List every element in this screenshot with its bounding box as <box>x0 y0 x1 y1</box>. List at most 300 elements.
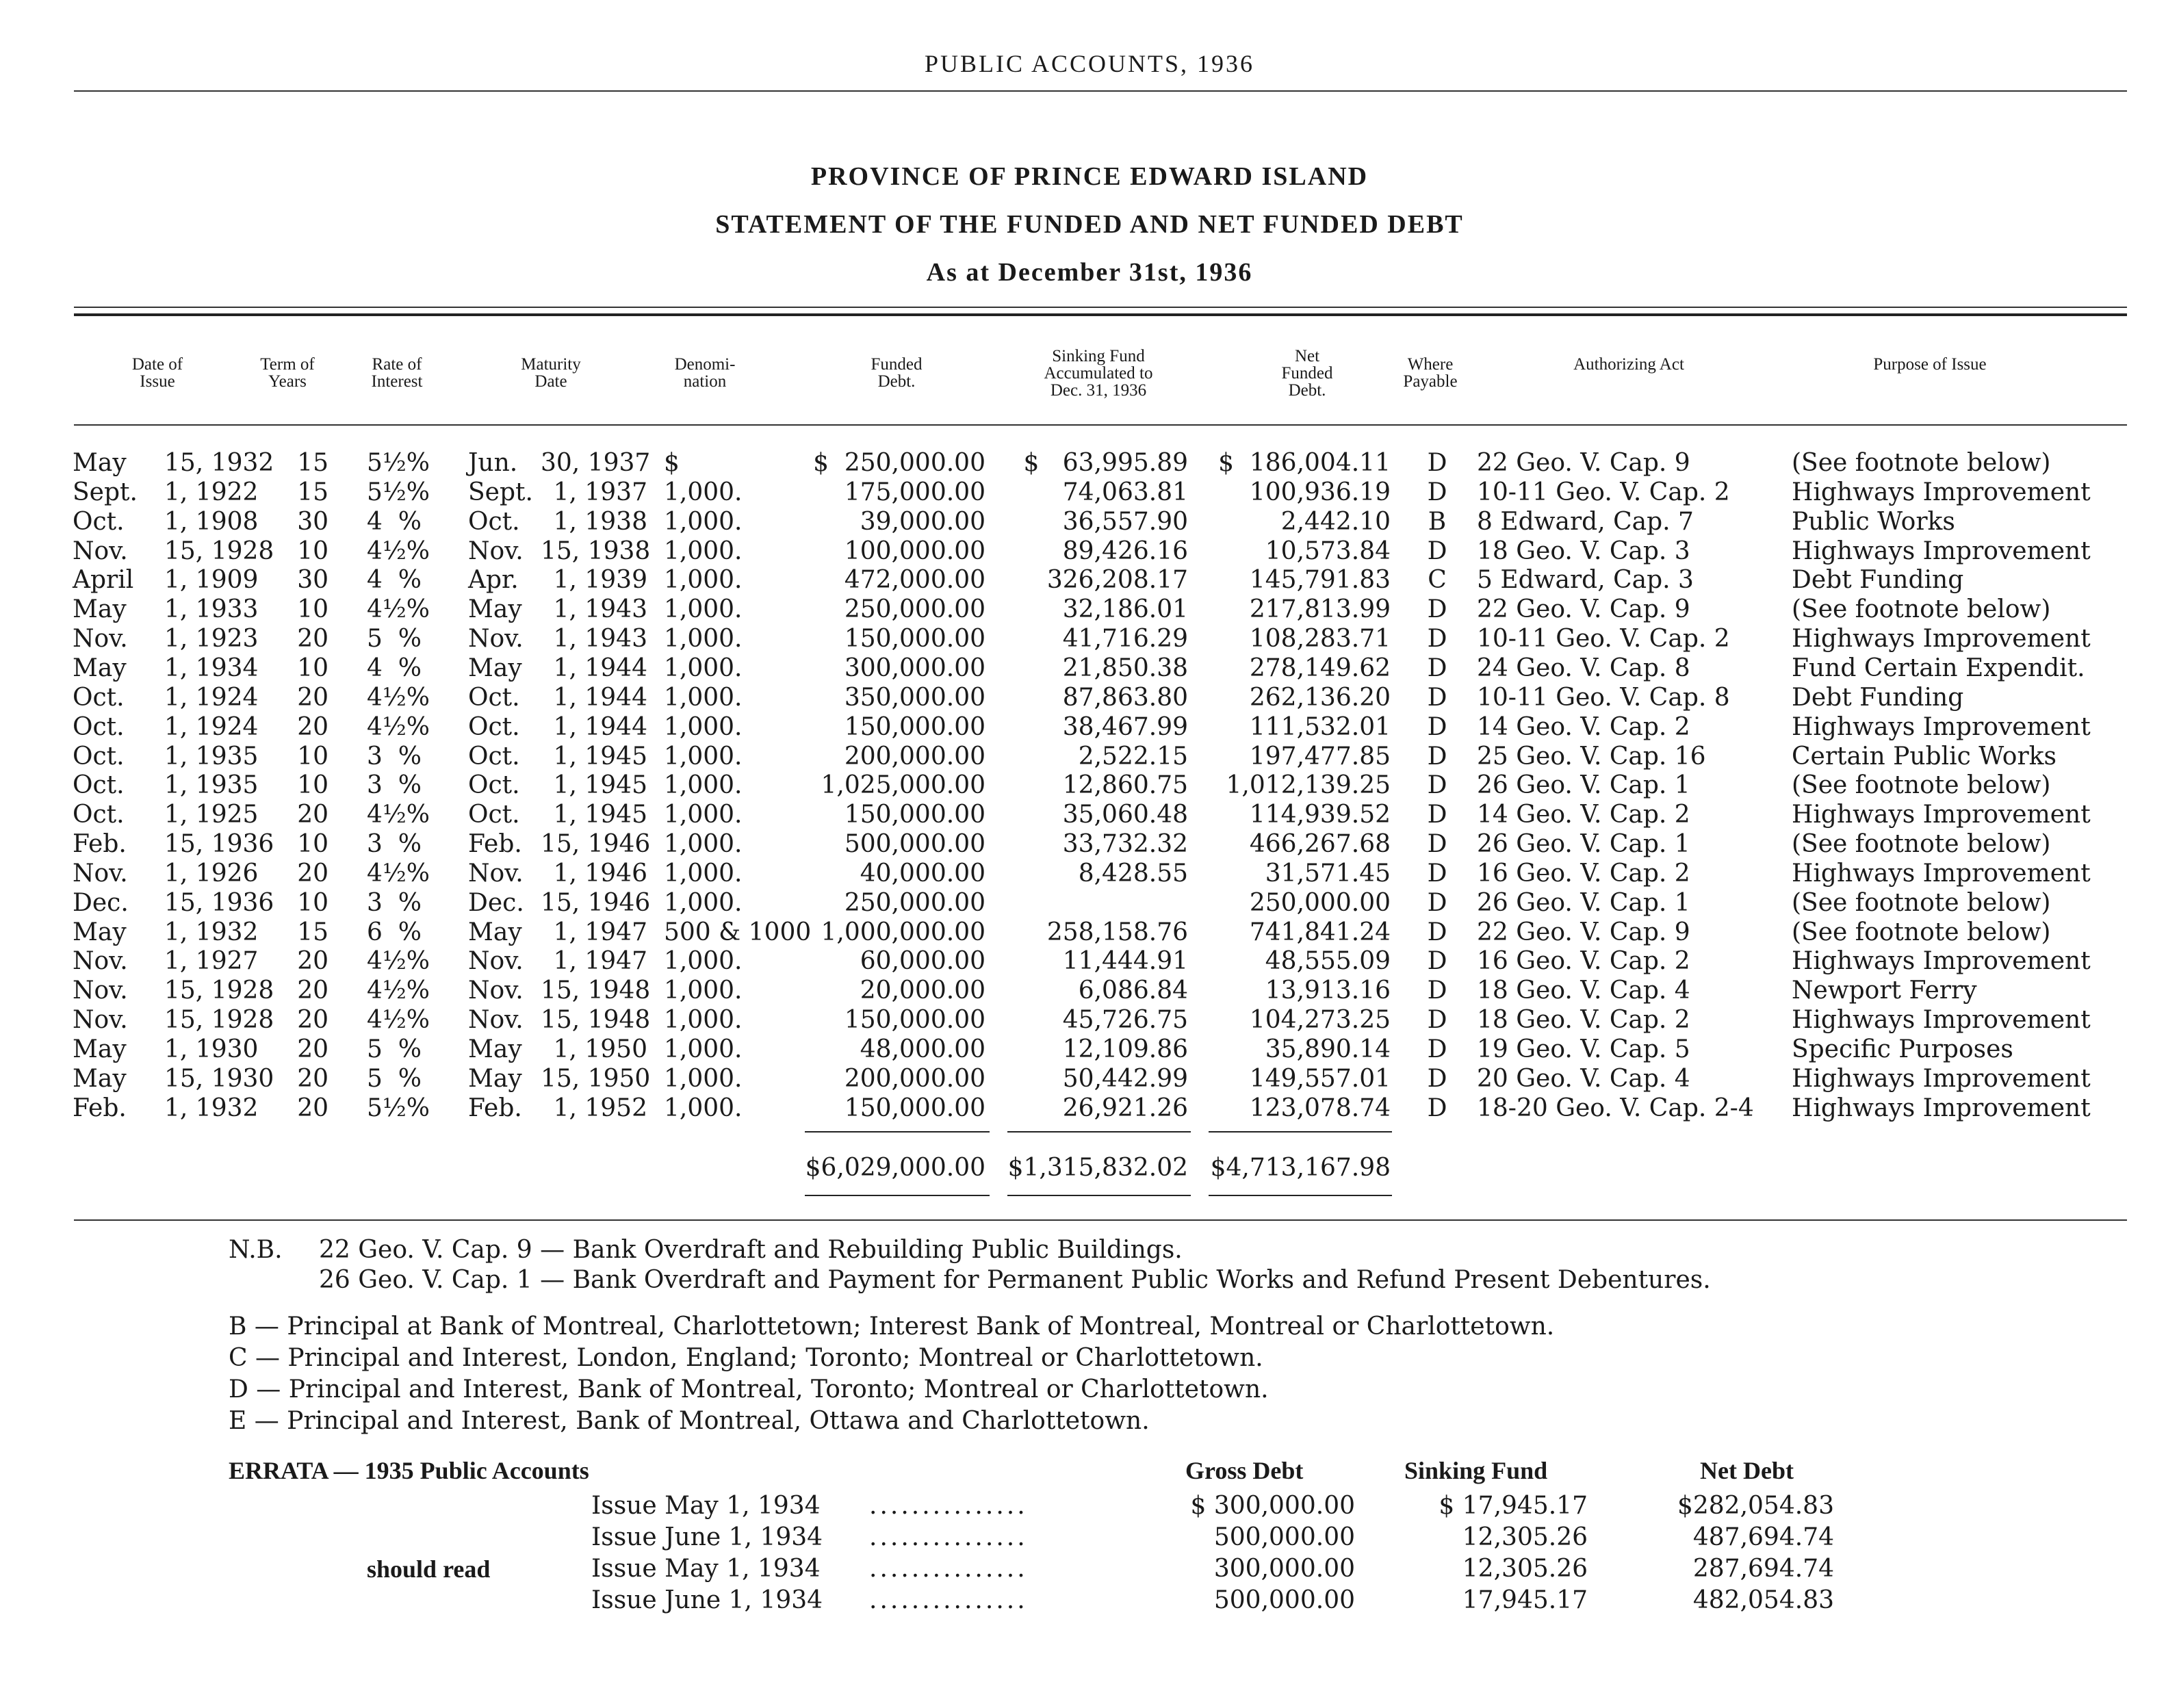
column-header-line: Date <box>534 372 567 391</box>
cell-d: 1, 1922 <box>164 478 259 506</box>
cell-d: 1, 1909 <box>164 566 259 594</box>
cell-purpose: (See footnote below) <box>1792 595 2051 623</box>
cell-nd: 278,149.62 <box>1249 654 1391 682</box>
payable-note-d: D — Principal and Interest, Bank of Montreal, Toronto; Montreal or Charlottetown. <box>229 1375 1269 1403</box>
cell-den: 1,000. <box>664 947 743 975</box>
cell-mm: Feb. <box>468 830 522 858</box>
cell-mm: May <box>468 595 522 623</box>
cell-d: 15, 1936 <box>164 889 274 917</box>
cell-wp: D <box>1427 889 1447 917</box>
cell-d: 1, 1908 <box>164 508 259 536</box>
cell-md: 1, 1947 <box>553 947 647 975</box>
errata-net: 482,054.83 <box>1692 1586 1834 1614</box>
cell-md: 1, 1944 <box>553 713 647 741</box>
cell-purpose: Public Works <box>1792 508 1955 536</box>
cell-sf: 45,726.75 <box>1062 1006 1188 1034</box>
cell-term: 20 <box>297 1065 328 1093</box>
cell-wp: D <box>1427 478 1447 506</box>
cell-m: Nov. <box>73 1006 128 1034</box>
column-header-line: Net <box>1294 347 1320 365</box>
cell-den: 1,000. <box>664 478 743 506</box>
cell-mm: Oct. <box>468 801 520 829</box>
cell-m: Oct. <box>73 508 125 536</box>
cell-rate: 6 % <box>367 918 422 946</box>
cell-md: 15, 1948 <box>541 976 651 1005</box>
column-header-maturity <box>479 356 623 390</box>
cell-wp: D <box>1427 537 1447 565</box>
cell-rate: 5½% <box>367 1094 430 1122</box>
cell-mm: Nov. <box>468 537 524 565</box>
errata-label: Issue May 1, 1934 <box>591 1555 821 1583</box>
cell-md: 15, 1946 <box>541 830 651 858</box>
cell-fd: 350,000.00 <box>844 684 985 712</box>
cell-den: 1,000. <box>664 771 743 799</box>
cell-purpose: Debt Funding <box>1792 684 1964 712</box>
cell-fd: 48,000.00 <box>860 1035 985 1063</box>
cell-act: 10-11 Geo. V. Cap. 2 <box>1477 478 1730 506</box>
cell-md: 15, 1938 <box>541 537 651 565</box>
cell-fd: 20,000.00 <box>860 976 985 1005</box>
total-underline-net <box>1209 1195 1392 1196</box>
table-top-rule-heavy <box>74 313 2127 316</box>
cell-nd: 123,078.74 <box>1249 1094 1391 1122</box>
cell-nd: 114,939.52 <box>1249 801 1391 829</box>
cell-nd: 48,555.09 <box>1265 947 1391 975</box>
column-header-line: Authorizing Act <box>1573 355 1684 374</box>
cell-fd: 1,000,000.00 <box>821 918 985 946</box>
cell-fd: 150,000.00 <box>844 801 985 829</box>
cell-fd: 175,000.00 <box>844 478 985 506</box>
errata-leader: ............... <box>869 1492 1028 1520</box>
cell-md: 1, 1945 <box>553 742 647 771</box>
cell-den: $ <box>664 449 680 477</box>
cell-purpose: (See footnote below) <box>1792 918 2051 946</box>
cell-m: May <box>73 654 127 682</box>
cell-den: 1,000. <box>664 1006 743 1034</box>
cell-m: April <box>73 566 134 594</box>
column-header-line: Purpose of Issue <box>1873 355 1987 374</box>
cell-nd: 100,936.19 <box>1249 478 1391 506</box>
cell-term: 20 <box>297 1035 328 1063</box>
cell-sf: 36,557.90 <box>1062 508 1188 536</box>
cell-purpose: Highways Improvement <box>1792 1094 2091 1122</box>
column-header-line: Payable <box>1403 372 1458 391</box>
cell-wp: D <box>1427 830 1447 858</box>
cell-fd: 150,000.00 <box>844 1094 985 1122</box>
cell-m: Oct. <box>73 684 125 712</box>
errata-sinking: $ 17,945.17 <box>1439 1492 1588 1520</box>
cell-purpose: Highways Improvement <box>1792 947 2091 975</box>
cell-term: 30 <box>297 566 328 594</box>
page-header: PUBLIC ACCOUNTS, 1936 <box>924 50 1255 77</box>
cell-m: Nov. <box>73 859 128 888</box>
cell-mm: Nov. <box>468 625 524 653</box>
cell-md: 1, 1945 <box>553 801 647 829</box>
cell-fd: 300,000.00 <box>844 654 985 682</box>
total-net: $4,713,167.98 <box>1210 1154 1391 1182</box>
cell-rate: 3 % <box>367 830 422 858</box>
cell-purpose: Highways Improvement <box>1792 859 2091 888</box>
column-header-line: Years <box>268 372 307 391</box>
errata-head-net: Net Debt <box>1700 1457 1794 1484</box>
cell-m: Nov. <box>73 976 128 1005</box>
cell-md: 1, 1945 <box>553 771 647 799</box>
cell-m: Nov. <box>73 625 128 653</box>
cell-act: 18 Geo. V. Cap. 2 <box>1477 1006 1690 1034</box>
cell-den: 1,000. <box>664 508 743 536</box>
cell-den: 1,000. <box>664 859 743 888</box>
cell-term: 30 <box>297 508 328 536</box>
cell-nd: 35,890.14 <box>1265 1035 1391 1063</box>
errata-sinking: 12,305.26 <box>1462 1523 1588 1551</box>
nb-label: N.B. <box>229 1236 283 1264</box>
column-header-line: Date of <box>131 355 183 374</box>
cell-purpose: (See footnote below) <box>1792 830 2051 858</box>
cell-den: 1,000. <box>664 1094 743 1122</box>
cell-md: 1, 1943 <box>553 625 647 653</box>
total-underline-sinking <box>1007 1195 1191 1196</box>
column-header-line: Accumulated to <box>1044 364 1153 383</box>
cell-den: 1,000. <box>664 742 743 771</box>
total-funded: $6,029,000.00 <box>805 1154 985 1182</box>
cell-sf: 26,921.26 <box>1062 1094 1188 1122</box>
cell-term: 10 <box>297 830 328 858</box>
cell-rate: 4½% <box>367 537 430 565</box>
cell-den: 1,000. <box>664 625 743 653</box>
cell-md: 1, 1944 <box>553 654 647 682</box>
cell-m: Oct. <box>73 771 125 799</box>
cell-fd: 60,000.00 <box>860 947 985 975</box>
cell-nd: 111,532.01 <box>1249 713 1391 741</box>
column-header-rule <box>74 424 2127 426</box>
column-header-line: Issue <box>140 372 175 391</box>
cell-term: 10 <box>297 889 328 917</box>
cell-act: 10-11 Geo. V. Cap. 2 <box>1477 625 1730 653</box>
cell-md: 1, 1943 <box>553 595 647 623</box>
cell-sf: 258,158.76 <box>1046 918 1188 946</box>
column-header-line: Sinking Fund <box>1052 347 1145 365</box>
total-overline-net <box>1209 1131 1392 1133</box>
cell-rate: 3 % <box>367 771 422 799</box>
column-header-denomination <box>643 356 766 390</box>
cell-d: 1, 1925 <box>164 801 259 829</box>
errata-sinking: 12,305.26 <box>1462 1555 1588 1583</box>
cell-d: 1, 1934 <box>164 654 259 682</box>
total-sinking: $1,315,832.02 <box>1007 1154 1188 1182</box>
cell-nd: 250,000.00 <box>1249 889 1391 917</box>
cell-nd: 466,267.68 <box>1249 830 1391 858</box>
cell-term: 20 <box>297 947 328 975</box>
cell-nd: 31,571.45 <box>1265 859 1391 888</box>
cell-sf: 50,442.99 <box>1062 1065 1188 1093</box>
cell-rate: 4½% <box>367 976 430 1005</box>
cell-sf: $ 63,995.89 <box>1023 449 1188 477</box>
errata-leader: ............... <box>869 1523 1028 1551</box>
column-header-line: nation <box>683 372 727 391</box>
cell-den: 1,000. <box>664 684 743 712</box>
cell-d: 15, 1930 <box>164 1065 274 1093</box>
cell-rate: 3 % <box>367 889 422 917</box>
cell-fd: 250,000.00 <box>844 595 985 623</box>
nb-note-2: 26 Geo. V. Cap. 1 — Bank Overdraft and Payment for Permanent Public Works and Refund Present Debentures. <box>319 1266 1711 1294</box>
cell-den: 1,000. <box>664 1035 743 1063</box>
cell-purpose: Fund Certain Expendit. <box>1792 654 2085 682</box>
cell-fd: $ 250,000.00 <box>813 449 985 477</box>
cell-purpose: Certain Public Works <box>1792 742 2056 771</box>
cell-term: 10 <box>297 742 328 771</box>
cell-mm: Oct. <box>468 684 520 712</box>
cell-wp: B <box>1428 508 1447 536</box>
cell-wp: D <box>1427 595 1447 623</box>
errata-gross: 500,000.00 <box>1213 1523 1355 1551</box>
cell-act: 8 Edward, Cap. 7 <box>1477 508 1694 536</box>
column-header-line: Funded <box>871 355 923 374</box>
cell-rate: 4½% <box>367 947 430 975</box>
cell-mm: Jun. <box>468 449 518 477</box>
cell-act: 16 Geo. V. Cap. 2 <box>1477 859 1690 888</box>
cell-purpose: (See footnote below) <box>1792 889 2051 917</box>
cell-sf: 326,208.17 <box>1046 566 1188 594</box>
errata-gross: 300,000.00 <box>1213 1555 1355 1583</box>
cell-md: 1, 1944 <box>553 684 647 712</box>
cell-sf: 2,522.15 <box>1078 742 1188 771</box>
cell-den: 1,000. <box>664 889 743 917</box>
cell-mm: Nov. <box>468 1006 524 1034</box>
table-top-rule <box>74 307 2127 308</box>
cell-mm: Nov. <box>468 976 524 1005</box>
cell-term: 10 <box>297 537 328 565</box>
cell-wp: D <box>1427 684 1447 712</box>
cell-rate: 5½% <box>367 478 430 506</box>
cell-rate: 4½% <box>367 595 430 623</box>
errata-gross: $ 300,000.00 <box>1190 1492 1355 1520</box>
cell-sf: 11,444.91 <box>1062 947 1188 975</box>
cell-d: 15, 1932 <box>164 449 274 477</box>
cell-sf: 21,850.38 <box>1062 654 1188 682</box>
cell-d: 1, 1923 <box>164 625 259 653</box>
cell-den: 1,000. <box>664 566 743 594</box>
column-header-term <box>226 356 349 390</box>
cell-term: 20 <box>297 976 328 1005</box>
cell-m: May <box>73 449 127 477</box>
cell-nd: 2,442.10 <box>1280 508 1391 536</box>
cell-term: 10 <box>297 654 328 682</box>
cell-purpose: Specific Purposes <box>1792 1035 2013 1063</box>
cell-nd: 149,557.01 <box>1249 1065 1391 1093</box>
cell-act: 26 Geo. V. Cap. 1 <box>1477 771 1690 799</box>
cell-act: 18 Geo. V. Cap. 4 <box>1477 976 1690 1005</box>
cell-wp: D <box>1427 859 1447 888</box>
cell-wp: D <box>1427 1006 1447 1034</box>
cell-m: Feb. <box>73 1094 127 1122</box>
cell-purpose: Highways Improvement <box>1792 1065 2091 1093</box>
cell-act: 18 Geo. V. Cap. 3 <box>1477 537 1690 565</box>
cell-d: 15, 1928 <box>164 537 274 565</box>
cell-d: 1, 1924 <box>164 684 259 712</box>
cell-act: 22 Geo. V. Cap. 9 <box>1477 595 1690 623</box>
cell-d: 1, 1935 <box>164 742 259 771</box>
cell-md: 15, 1948 <box>541 1006 651 1034</box>
cell-fd: 200,000.00 <box>844 1065 985 1093</box>
total-underline-funded <box>805 1195 990 1196</box>
cell-wp: D <box>1427 976 1447 1005</box>
cell-sf: 8,428.55 <box>1078 859 1188 888</box>
cell-purpose: Highways Improvement <box>1792 801 2091 829</box>
cell-mm: Apr. <box>468 566 519 594</box>
column-header-where <box>1376 356 1485 390</box>
total-overline-sinking <box>1007 1131 1191 1133</box>
cell-term: 15 <box>297 449 328 477</box>
column-header-line: Rate of <box>372 355 422 374</box>
cell-fd: 100,000.00 <box>844 537 985 565</box>
cell-mm: Nov. <box>468 947 524 975</box>
column-header-line: Debt. <box>877 372 916 391</box>
cell-den: 1,000. <box>664 1065 743 1093</box>
column-header-net <box>1239 348 1376 399</box>
cell-md: 1, 1950 <box>553 1035 647 1063</box>
cell-purpose: Newport Ferry <box>1792 976 1977 1005</box>
cell-term: 20 <box>297 713 328 741</box>
cell-wp: D <box>1427 742 1447 771</box>
cell-sf: 41,716.29 <box>1062 625 1188 653</box>
cell-rate: 4½% <box>367 859 430 888</box>
errata-label: Issue June 1, 1934 <box>591 1586 823 1614</box>
cell-den: 500 & 1000 <box>664 918 812 946</box>
cell-den: 1,000. <box>664 713 743 741</box>
cell-sf: 32,186.01 <box>1062 595 1188 623</box>
cell-nd: 13,913.16 <box>1265 976 1391 1005</box>
cell-rate: 4 % <box>367 508 422 536</box>
total-overline-funded <box>805 1131 990 1133</box>
payable-note-c: C — Principal and Interest, London, England; Toronto; Montreal or Charlottetown. <box>229 1344 1263 1372</box>
cell-md: 15, 1950 <box>541 1065 651 1093</box>
cell-nd: $ 186,004.11 <box>1218 449 1391 477</box>
cell-den: 1,000. <box>664 595 743 623</box>
cell-wp: D <box>1427 801 1447 829</box>
cell-mm: May <box>468 1065 522 1093</box>
cell-term: 20 <box>297 1094 328 1122</box>
title-line-2: STATEMENT OF THE FUNDED AND NET FUNDED DEBT <box>715 210 1464 239</box>
cell-mm: Sept. <box>468 478 533 506</box>
cell-den: 1,000. <box>664 654 743 682</box>
column-header-line: Dec. 31, 1936 <box>1050 381 1147 400</box>
cell-rate: 5 % <box>367 1035 422 1063</box>
errata-leader: ............... <box>869 1555 1028 1583</box>
column-header-funded <box>828 356 965 390</box>
cell-m: Oct. <box>73 742 125 771</box>
table-bottom-rule <box>74 1219 2127 1221</box>
cell-md: 1, 1947 <box>553 918 647 946</box>
cell-m: May <box>73 1065 127 1093</box>
cell-d: 1, 1930 <box>164 1035 259 1063</box>
cell-purpose: Highways Improvement <box>1792 537 2091 565</box>
cell-rate: 5½% <box>367 449 430 477</box>
cell-mm: May <box>468 1035 522 1063</box>
cell-d: 1, 1932 <box>164 918 259 946</box>
column-header-date-issue <box>96 356 219 390</box>
cell-purpose: (See footnote below) <box>1792 771 2051 799</box>
cell-mm: May <box>468 654 522 682</box>
cell-mm: May <box>468 918 522 946</box>
cell-den: 1,000. <box>664 801 743 829</box>
errata-title: ERRATA — 1935 Public Accounts <box>229 1457 589 1484</box>
cell-act: 22 Geo. V. Cap. 9 <box>1477 918 1690 946</box>
errata-net: 287,694.74 <box>1692 1555 1834 1583</box>
title-line-3: As at December 31st, 1936 <box>926 258 1253 287</box>
cell-act: 10-11 Geo. V. Cap. 8 <box>1477 684 1730 712</box>
column-header-line: Denomi- <box>674 355 736 374</box>
cell-m: May <box>73 1035 127 1063</box>
cell-term: 20 <box>297 684 328 712</box>
column-header-purpose <box>1793 356 2067 373</box>
cell-sf: 38,467.99 <box>1062 713 1188 741</box>
cell-nd: 741,841.24 <box>1249 918 1391 946</box>
cell-d: 1, 1933 <box>164 595 259 623</box>
cell-mm: Oct. <box>468 771 520 799</box>
cell-wp: D <box>1427 1094 1447 1122</box>
cell-d: 1, 1926 <box>164 859 259 888</box>
cell-fd: 200,000.00 <box>844 742 985 771</box>
cell-sf: 35,060.48 <box>1062 801 1188 829</box>
cell-term: 20 <box>297 625 328 653</box>
cell-purpose: (See footnote below) <box>1792 449 2051 477</box>
cell-rate: 4½% <box>367 801 430 829</box>
nb-note-1: 22 Geo. V. Cap. 9 — Bank Overdraft and Rebuilding Public Buildings. <box>319 1236 1183 1264</box>
errata-label: Issue May 1, 1934 <box>591 1492 821 1520</box>
cell-rate: 3 % <box>367 742 422 771</box>
cell-sf: 12,109.86 <box>1062 1035 1188 1063</box>
cell-wp: D <box>1427 449 1447 477</box>
cell-purpose: Highways Improvement <box>1792 713 2091 741</box>
cell-rate: 4½% <box>367 1006 430 1034</box>
cell-m: Dec. <box>73 889 129 917</box>
cell-mm: Oct. <box>468 713 520 741</box>
column-header-line: Interest <box>371 372 423 391</box>
cell-act: 24 Geo. V. Cap. 8 <box>1477 654 1690 682</box>
cell-wp: D <box>1427 918 1447 946</box>
cell-m: Nov. <box>73 537 128 565</box>
cell-m: Feb. <box>73 830 127 858</box>
cell-d: 1, 1932 <box>164 1094 259 1122</box>
cell-nd: 197,477.85 <box>1249 742 1391 771</box>
errata-head-sinking: Sinking Fund <box>1404 1457 1548 1484</box>
cell-act: 26 Geo. V. Cap. 1 <box>1477 830 1690 858</box>
cell-act: 14 Geo. V. Cap. 2 <box>1477 713 1690 741</box>
cell-wp: D <box>1427 1065 1447 1093</box>
cell-purpose: Debt Funding <box>1792 566 1964 594</box>
errata-net: 487,694.74 <box>1692 1523 1834 1551</box>
cell-fd: 40,000.00 <box>860 859 985 888</box>
cell-act: 25 Geo. V. Cap. 16 <box>1477 742 1706 771</box>
cell-wp: D <box>1427 947 1447 975</box>
cell-act: 22 Geo. V. Cap. 9 <box>1477 449 1690 477</box>
payable-note-b: B — Principal at Bank of Montreal, Charlottetown; Interest Bank of Montreal, Montreal or Charlottetown. <box>229 1312 1555 1341</box>
cell-nd: 145,791.83 <box>1249 566 1391 594</box>
errata-gross: 500,000.00 <box>1213 1586 1355 1614</box>
cell-term: 20 <box>297 859 328 888</box>
cell-nd: 10,573.84 <box>1265 537 1391 565</box>
cell-purpose: Highways Improvement <box>1792 478 2091 506</box>
cell-sf: 87,863.80 <box>1062 684 1188 712</box>
cell-m: Nov. <box>73 947 128 975</box>
column-header-line: Where <box>1407 355 1454 374</box>
cell-m: Oct. <box>73 713 125 741</box>
cell-m: May <box>73 918 127 946</box>
cell-term: 10 <box>297 771 328 799</box>
cell-fd: 472,000.00 <box>844 566 985 594</box>
cell-purpose: Highways Improvement <box>1792 625 2091 653</box>
cell-rate: 5 % <box>367 1065 422 1093</box>
